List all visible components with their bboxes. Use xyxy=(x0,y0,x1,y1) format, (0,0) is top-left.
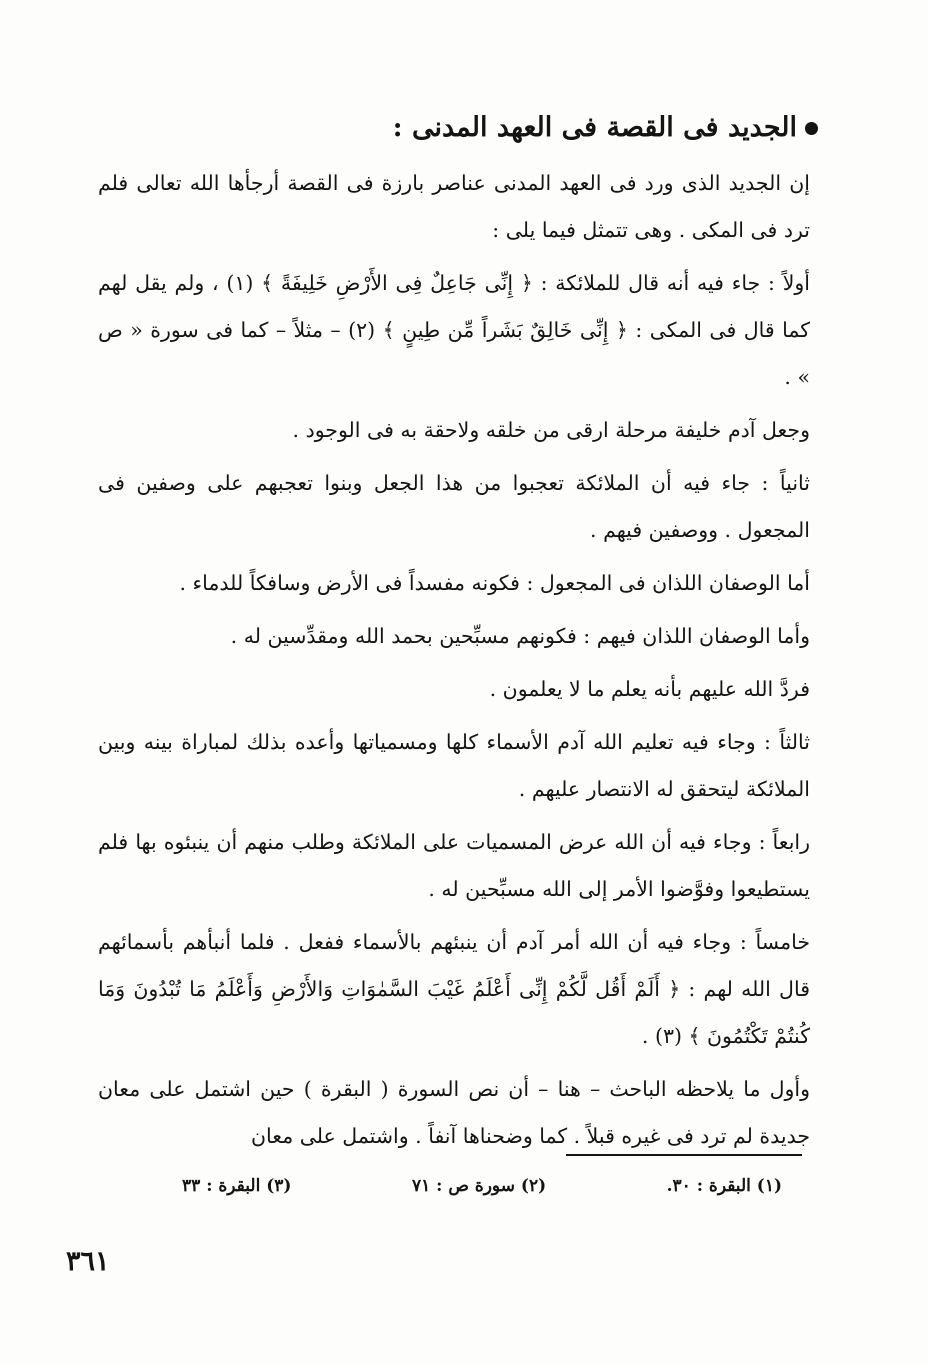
bullet-icon xyxy=(805,122,818,135)
paragraph-two-traits-angels: وأما الوصفان اللذان فيهم : فكونهم مسبِّحين بحمد الله ومقدِّسين له . xyxy=(230,624,810,648)
paragraph-observation: وأول ما يلاحظه الباحث – هنا – أن نص السورة ( البقرة ) حين اشتمل على معان جديدة لم ترد فى غيره قبلاً . كما وضحناها آنفاً . واشتمل على معان xyxy=(98,1077,810,1148)
footnotes xyxy=(182,1176,782,1196)
body-text xyxy=(98,160,810,1166)
paragraph-adam-khalifa: وجعل آدم خليفة مرحلة ارقى من خلقه ولاحقة به فى الوجود . xyxy=(292,418,810,442)
paragraph-third: ثالثاً : وجاء فيه تعليم الله آدم الأسماء كلها ومسمياتها وأعده بذلك لمباراة بينه وبين الملائكة ليتحقق له الانتصار عليهم . xyxy=(98,730,810,801)
paragraph-first: أولاً : جاء فيه أنه قال للملائكة : ﴿ إِنِّى جَاعِلٌ فِى الأَرْضِ خَلِيفَةً ﴾ (١) ، ولم يقل لهم كما قال فى المكى : ﴿ إِنِّى خَالِقٌ بَشَراً مِّن طِينٍ ﴾ (٢) – مثلاً – كما فى سورة « ص » . xyxy=(98,271,811,389)
footnote-2: (٢) سورة ص : ٧١ xyxy=(411,1176,547,1196)
heading-text: الجديد فى القصة فى العهد المدنى : xyxy=(392,112,797,143)
paragraph-second: ثانياً : جاء فيه أن الملائكة تعجبوا من هذا الجعل وبنوا تعجبهم على وصفين فى المجعول . ووصفين فيهم . xyxy=(98,471,810,542)
footnote-1: (١) البقرة : ٣٠. xyxy=(666,1176,782,1196)
paragraph-two-traits-majul: أما الوصفان اللذان فى المجعول : فكونه مفسداً فى الأرض وسافكاً للدماء . xyxy=(179,571,810,595)
paragraph-reply: فردَّ الله عليهم بأنه يعلم ما لا يعلمون . xyxy=(489,677,810,701)
paragraph-fifth: خامساً : وجاء فيه أن الله أمر آدم أن ينبئهم بالأسماء ففعل . فلما أنبأهم بأسمائهم قال الله لهم : ﴿ أَلَمْ أَقُل لَّكُمْ إِنِّى أَعْلَمُ غَيْبَ السَّمٰوَاتِ وَالأَرْضِ وَأَعْلَمُ مَا تُبْدُونَ وَمَا كُنتُمْ تَكْتُمُونَ ﴾ (٣) . xyxy=(98,930,810,1048)
footnote-3: (٣) البقرة : ٣٣ xyxy=(182,1176,292,1196)
paragraph-intro: إن الجديد الذى ورد فى العهد المدنى عناصر بارزة فى القصة أرجأها الله تعالى فلم ترد فى المكى . وهى تتمثل فيما يلى : xyxy=(98,171,810,242)
footnote-divider xyxy=(566,1154,802,1156)
section-heading xyxy=(118,106,818,150)
page-number: ٣٦١ xyxy=(66,1246,110,1277)
paragraph-fourth: رابعاً : وجاء فيه أن الله عرض المسميات على الملائكة وطلب منهم أن ينبئوه بها فلم يستطيعوا وفوَّضوا الأمر إلى الله مسبِّحين له . xyxy=(98,830,810,901)
